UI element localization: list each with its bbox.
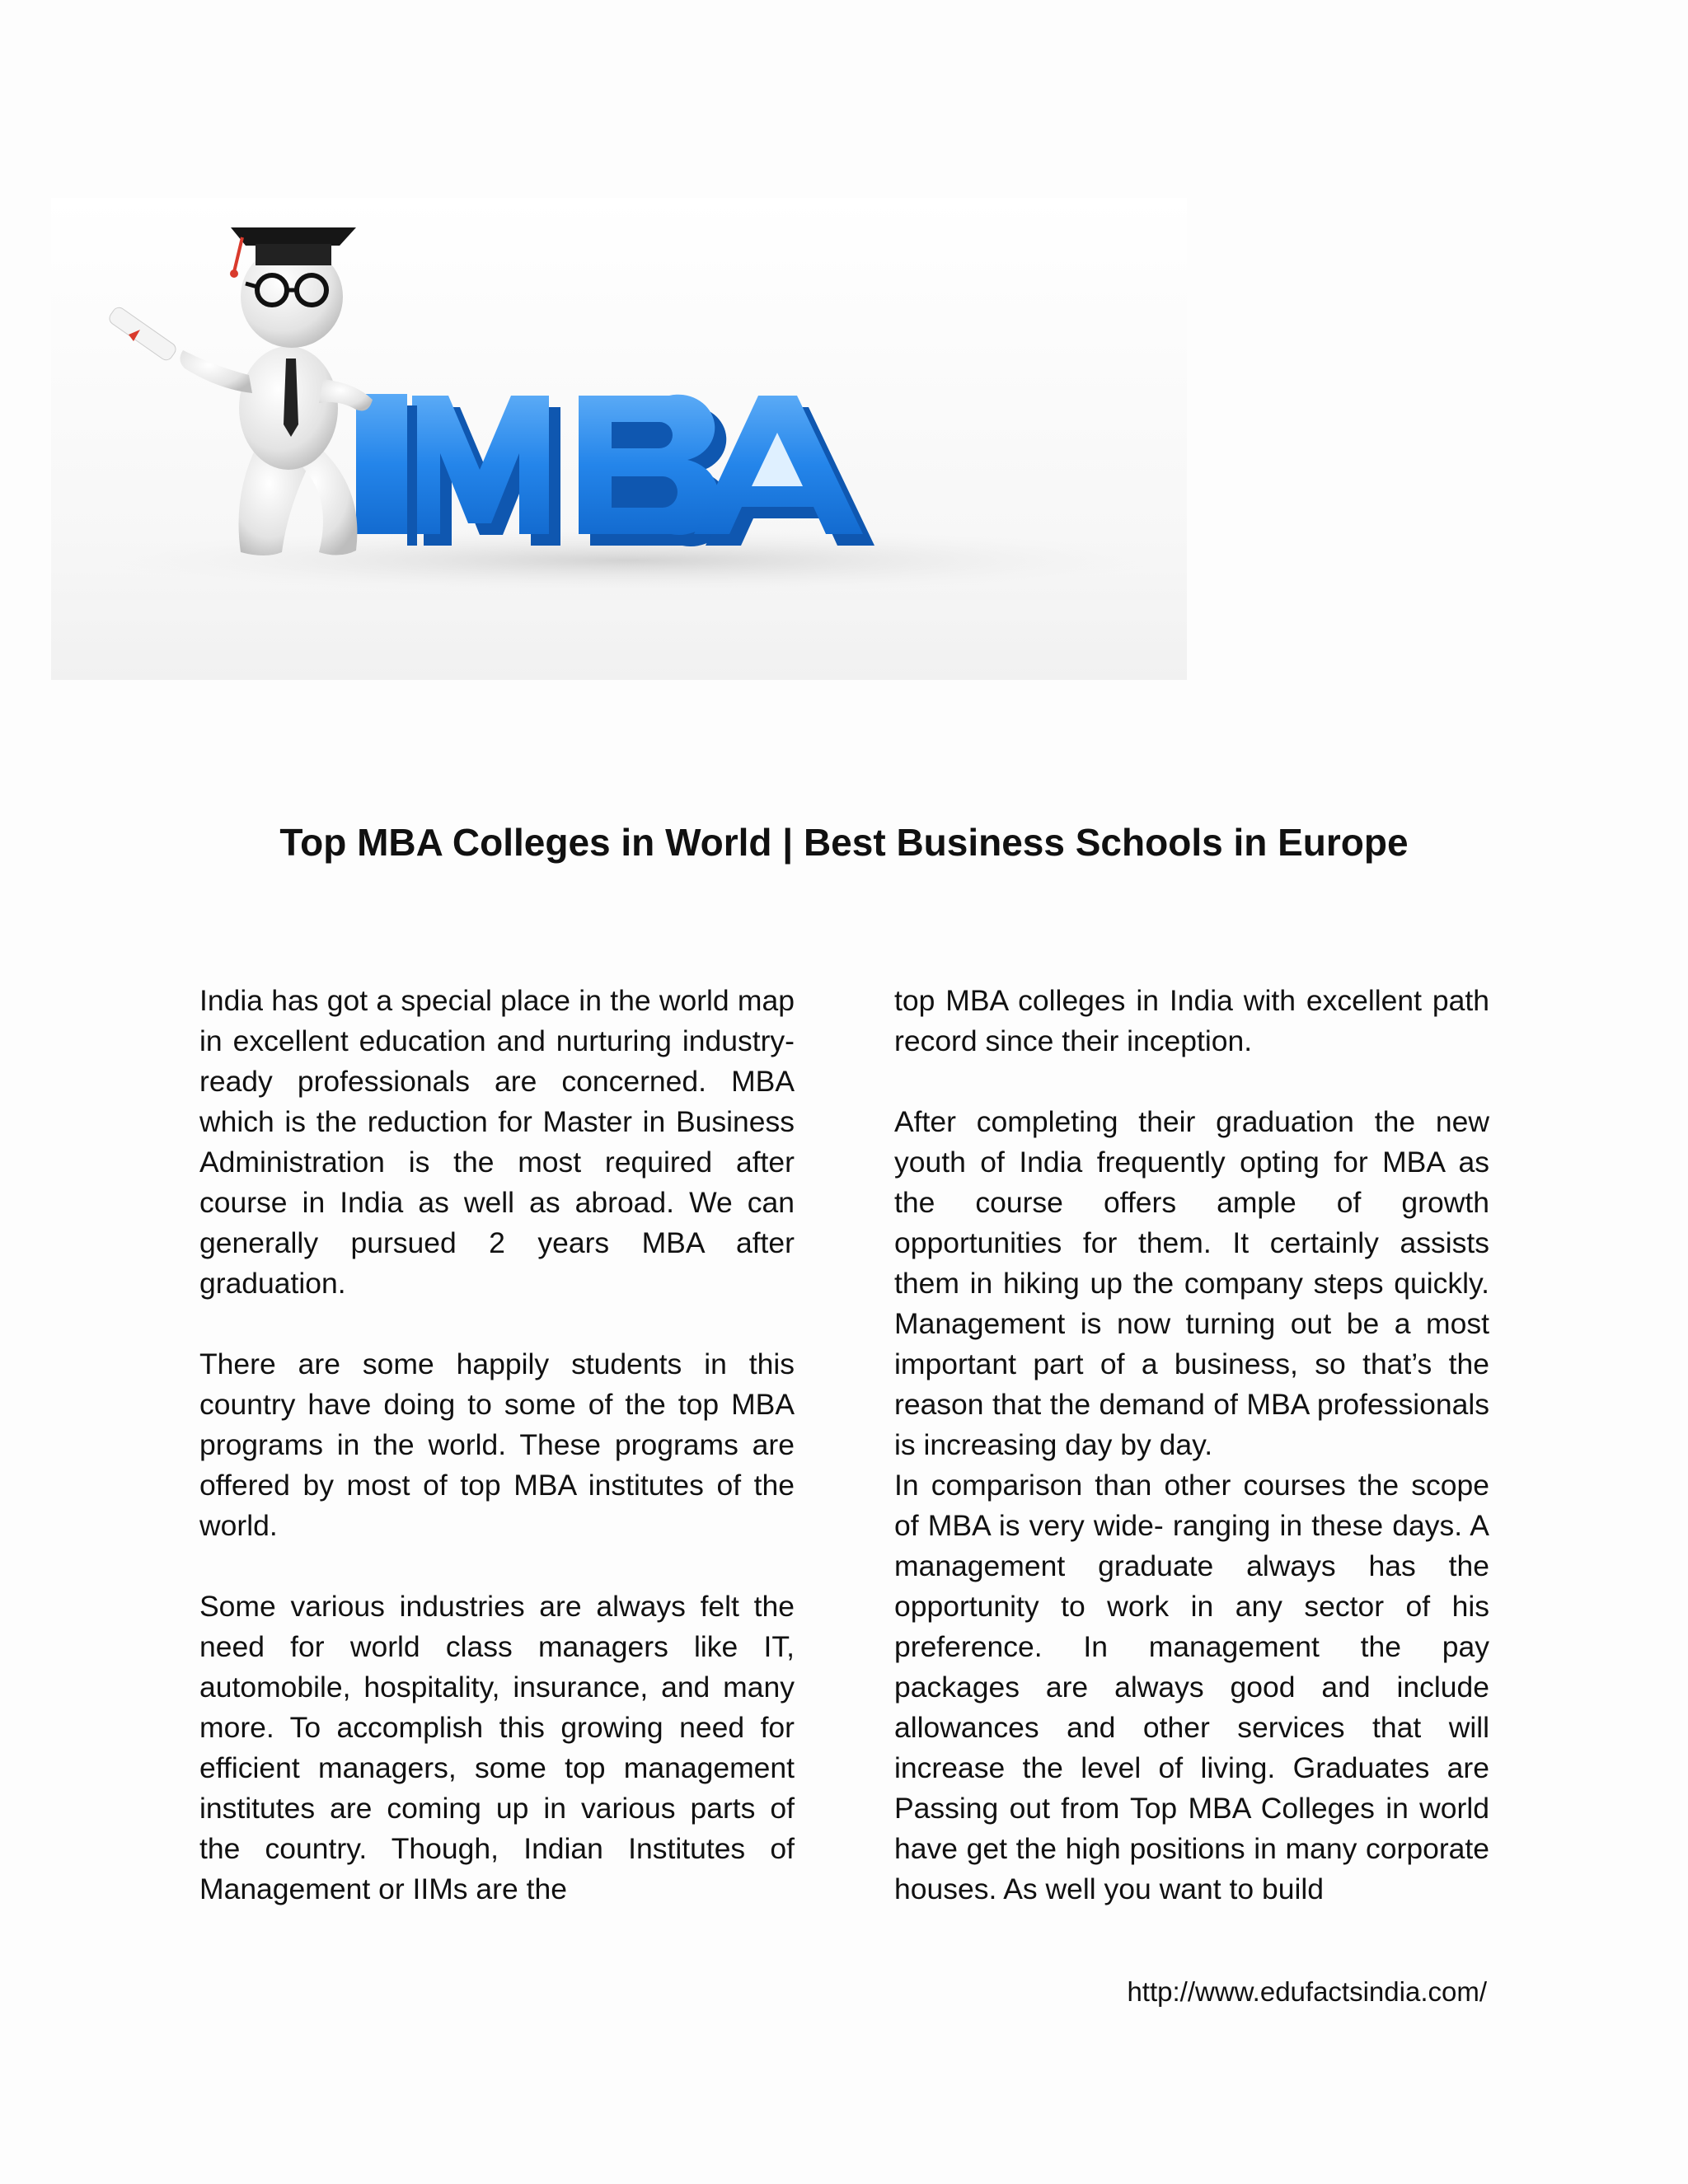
footer-url[interactable]: http://www.edufactsindia.com/: [1127, 1976, 1487, 2007]
paragraph: top MBA colleges in India with excellent path record since their inception.: [894, 984, 1489, 1057]
right-column: [894, 981, 1489, 1910]
paragraph: In comparison than other courses the scope of MBA is very wide- ranging in these days. A management graduate always has the opportunity to work in any sector of his preference. In management the pay packages are always good and include allowances and other services that will increase the level of living. Graduates are Passing out from Top MBA Colleges in world have get the high positions in many corporate houses. As well you want to build: [894, 1469, 1489, 1905]
paragraph: After completing their graduation the new youth of India frequently opting for MBA as the course offers ample of growth opportunities for them. It certainly assists them in hiking up the company steps quickly. Management is now turning out be a most important part of a business, so that’s the reason that the demand of MBA professionals is increasing day by day.: [894, 1105, 1489, 1461]
mba-logo: [356, 394, 874, 546]
paragraph: There are some happily students in this country have doing to some of the top MBA programs in the world. These programs are offered by most of top MBA institutes of the world.: [199, 1347, 795, 1542]
graduate-figure-icon: [107, 227, 373, 555]
paragraph: Some various industries are always felt the need for world class managers like IT, automobile, hospitality, insurance, and many more. To accomplish this growing need for efficient managers, some top management institutes are coming up in various parts of the country. Though, Indian Institutes of Management or IIMs are the: [199, 1590, 795, 1905]
hero-image: [51, 198, 1187, 680]
left-column: [199, 981, 795, 1910]
page-title: Top MBA Colleges in World | Best Business Schools in Europe: [279, 821, 1409, 864]
paragraph: India has got a special place in the world map in excellent education and nurturing industry- ready professionals are concerned. MBA which is the reduction for Master in Business Administration is the most required after course in India as well as abroad. We can generally pursued 2 years MBA after graduation.: [199, 984, 795, 1300]
